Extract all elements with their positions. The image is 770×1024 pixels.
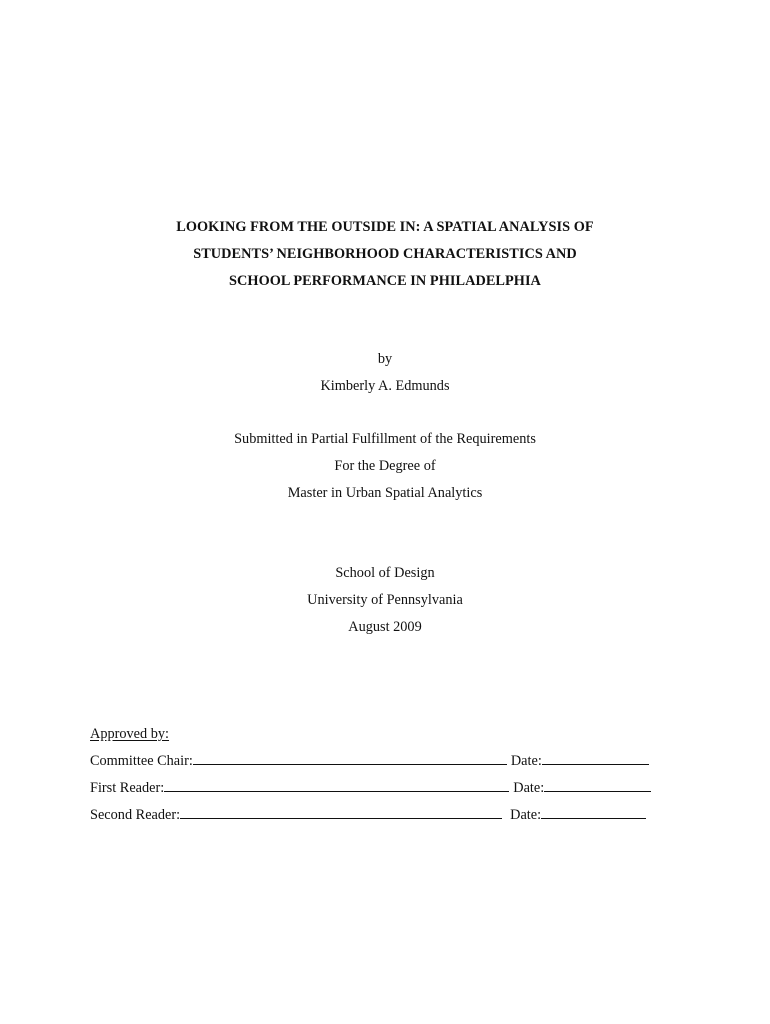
second-reader-label: Second Reader: (90, 807, 181, 823)
committee-chair-date-line (542, 751, 649, 765)
school-name: School of Design (335, 565, 435, 581)
thesis-title (0, 214, 770, 295)
committee-chair-label: Committee Chair: (90, 753, 193, 769)
committee-chair-signature-line (193, 751, 507, 765)
first-reader-label: First Reader: (90, 780, 165, 796)
title-line-1: LOOKING FROM THE OUTSIDE IN: A SPATIAL ANALYSIS OF (176, 219, 594, 235)
first-reader-row (90, 775, 690, 802)
university-name: University of Pennsylvania (307, 592, 463, 608)
approved-by-heading: Approved by: (90, 726, 170, 742)
second-reader-row (90, 802, 690, 829)
first-reader-date-line (544, 778, 651, 792)
committee-chair-row (90, 748, 690, 775)
committee-chair-date-label: Date: (510, 753, 542, 769)
title-line-2: STUDENTS’ NEIGHBORHOOD CHARACTERISTICS AND (193, 246, 577, 262)
author-name: Kimberly A. Edmunds (320, 378, 450, 394)
institution-block (0, 560, 770, 641)
title-line-3: SCHOOL PERFORMANCE IN PHILADELPHIA (229, 273, 541, 289)
for-degree-label: For the Degree of (334, 458, 436, 474)
second-reader-date-line (541, 805, 646, 819)
first-reader-signature-line (164, 778, 509, 792)
first-reader-date-label: Date: (513, 780, 545, 796)
degree-block (0, 426, 770, 507)
author-block (0, 346, 770, 400)
second-reader-signature-line (180, 805, 502, 819)
submitted-statement: Submitted in Partial Fulfillment of the Requirements (234, 431, 536, 447)
by-label: by (377, 351, 393, 367)
approval-section (90, 721, 690, 829)
submission-date: August 2009 (348, 619, 422, 635)
second-reader-date-label: Date: (510, 807, 542, 823)
degree-name: Master in Urban Spatial Analytics (287, 485, 483, 501)
